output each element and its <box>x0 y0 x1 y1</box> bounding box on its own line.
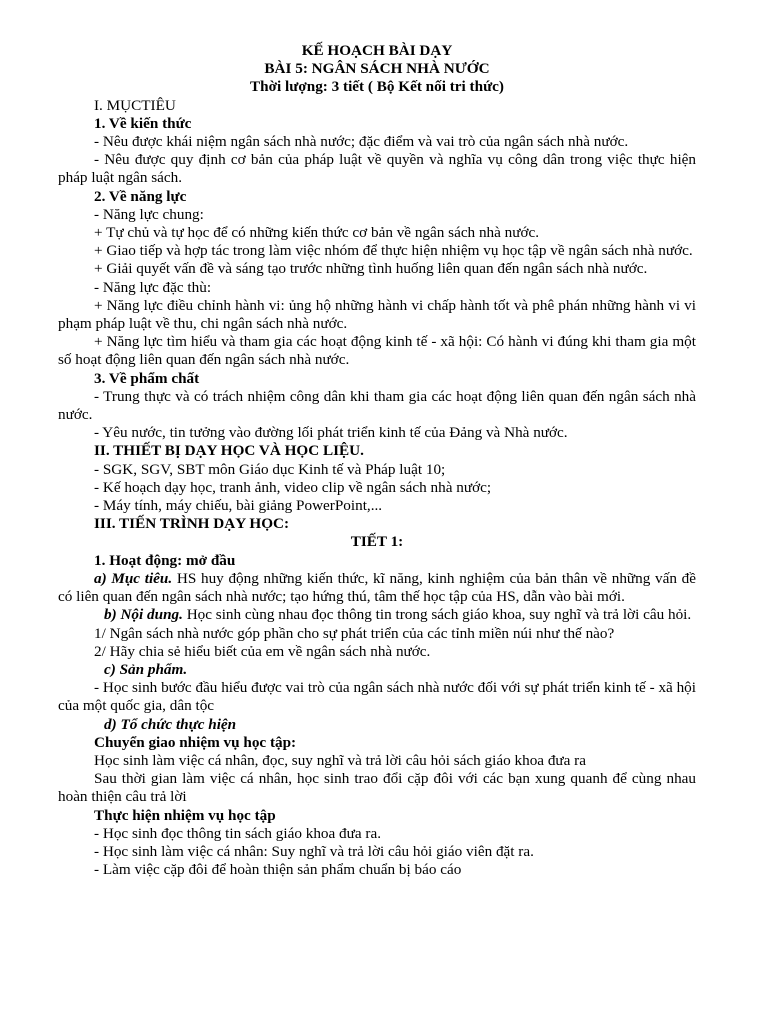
activity-heading: 1. Hoạt động: mở đầu <box>94 551 236 569</box>
competence-item: + Tự chủ và tự học để có những kiến thức cơ bản về ngân sách nhà nước. <box>94 224 540 242</box>
quality-heading: 3. Về phẩm chất <box>94 369 200 387</box>
organization-label: d) Tổ chức thực hiện <box>104 715 237 733</box>
equipment-item: - SGK, SGV, SBT môn Giáo dục Kinh tế và Pháp luật 10; <box>94 460 446 478</box>
perform-heading: Thực hiện nhiệm vụ học tập <box>94 806 276 824</box>
perform-item: - Làm việc cặp đôi để hoàn thiện sản phẩm chuẩn bị báo cáo <box>94 861 462 879</box>
section-objectives-heading: I. MỤCTIÊU <box>94 96 176 114</box>
competence-heading: 2. Về năng lực <box>94 187 187 205</box>
content-paragraph <box>58 606 696 624</box>
question-item: 1/ Ngân sách nhà nước góp phần cho sự phát triển của các tỉnh miền núi như thế nào? <box>94 624 615 642</box>
knowledge-item: - Nêu được quy định cơ bản của pháp luật về quyền và nghĩa vụ công dân trong việc thực hiện pháp luật ngân sách. <box>58 151 696 187</box>
section-equipment-heading: II. THIẾT BỊ DẠY HỌC VÀ HỌC LIỆU. <box>94 442 364 460</box>
question-item: 2/ Hãy chia sẻ hiểu biết của em về ngân sách nhà nước. <box>94 642 431 660</box>
perform-item: - Học sinh làm việc cá nhân: Suy nghĩ và trả lời câu hỏi giáo viên đặt ra. <box>94 842 534 860</box>
competence-item: - Năng lực đặc thù: <box>94 278 212 296</box>
quality-item: - Trung thực và có trách nhiệm công dân khi tham gia các hoạt động liên quan đến ngân sách nhà nước. <box>58 387 696 424</box>
content-text: Học sinh cùng nhau đọc thông tin trong sách giáo khoa, suy nghĩ và trả lời câu hỏi. <box>182 606 692 624</box>
goal-label: a) Mục tiêu. <box>94 569 173 587</box>
goal-text: HS huy động những kiến thức, kĩ năng, kinh nghiệm của bản thân về những vấn đề có liên quan đến ngân sách nhà nước; tạo hứng thú, tâm thế học tập của HS, dẫn vào bài mới. <box>58 569 696 606</box>
section-process-heading: III. TIẾN TRÌNH DẠY HỌC: <box>94 515 290 533</box>
doc-title: KẾ HOẠCH BÀI DẠY <box>301 42 453 59</box>
product-label: c) Sản phẩm. <box>104 660 188 678</box>
duration-line: Thời lượng: 3 tiết ( Bộ Kết nối tri thức) <box>250 78 504 96</box>
product-text: - Học sinh bước đầu hiểu được vai trò của ngân sách nhà nước đối với sự phát triển kinh tế - xã hội của một quốc gia, dân tộc <box>58 679 696 715</box>
assign-heading: Chuyển giao nhiệm vụ học tập: <box>94 733 297 751</box>
competence-item: - Năng lực chung: <box>94 205 204 223</box>
quality-item: - Yêu nước, tin tưởng vào đường lối phát triển kinh tế của Đảng và Nhà nước. <box>94 424 568 442</box>
competence-item: + Năng lực tìm hiểu và tham gia các hoạt động kinh tế - xã hội: Có hành vi đúng khi tham gia một số hoạt động liên quan đến ngân sách nhà nước. <box>58 333 696 369</box>
competence-item: + Năng lực điều chỉnh hành vi: ủng hộ những hành vi chấp hành tốt và phê phán những hành vi vi phạm pháp luật về thu, chi ngân sách nhà nước. <box>58 296 696 333</box>
equipment-item: - Máy tính, máy chiếu, bài giảng PowerPoint,... <box>94 497 383 515</box>
goal-paragraph <box>58 570 696 606</box>
content-label: b) Nội dung. <box>104 606 183 624</box>
equipment-item: - Kế hoạch dạy học, tranh ảnh, video clip về ngân sách nhà nước; <box>94 478 492 496</box>
assign-item: Sau thời gian làm việc cá nhân, học sinh trao đổi cặp đôi với các bạn xung quanh để cùng nhau hoàn thiện câu trả lời <box>58 770 696 806</box>
competence-item: + Giải quyết vấn đề và sáng tạo trước những tình huống liên quan đến ngân sách nhà nước. <box>94 260 648 278</box>
assign-item: Học sinh làm việc cá nhân, đọc, suy nghĩ và trả lời câu hỏi sách giáo khoa đưa ra <box>94 751 586 769</box>
lesson-title: BÀI 5: NGÂN SÁCH NHÀ NƯỚC <box>264 60 490 78</box>
period-heading: TIẾT 1: <box>350 533 404 551</box>
competence-item: + Giao tiếp và hợp tác trong làm việc nhóm để thực hiện nhiệm vụ học tập về ngân sách nhà nước. <box>94 242 693 260</box>
perform-item: - Học sinh đọc thông tin sách giáo khoa đưa ra. <box>94 824 382 842</box>
knowledge-heading: 1. Về kiến thức <box>94 114 192 132</box>
knowledge-item: - Nêu được khái niệm ngân sách nhà nước; đặc điểm và vai trò của ngân sách nhà nước. <box>94 133 629 151</box>
